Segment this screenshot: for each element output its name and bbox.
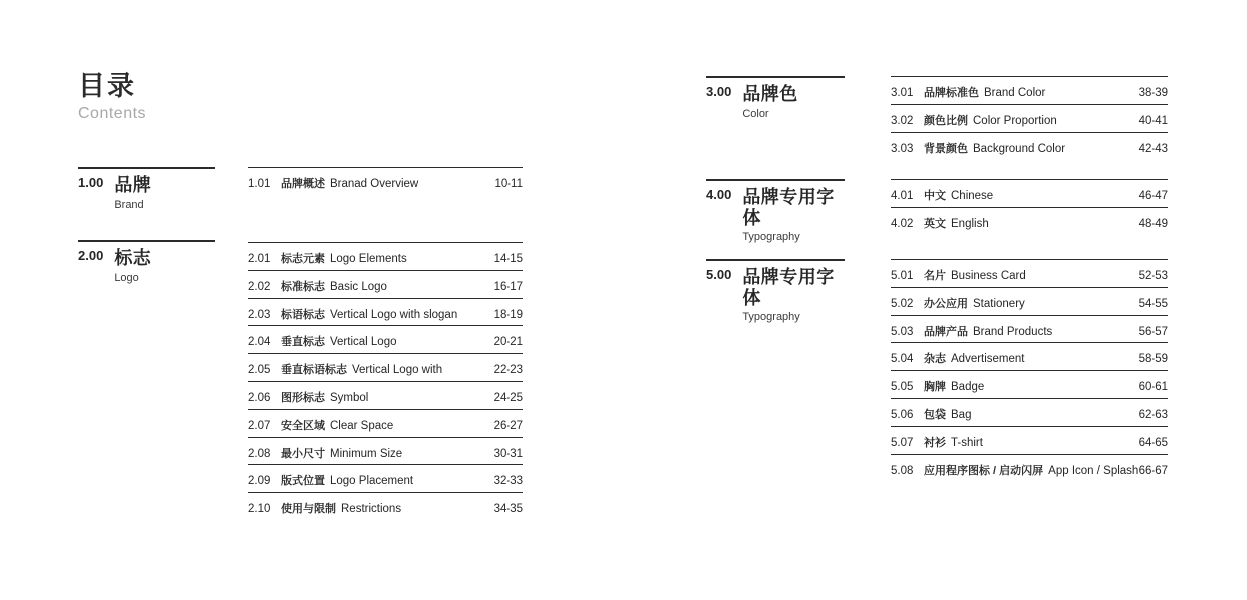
item-pages: 16-17 — [493, 280, 523, 293]
item-pages: 26-27 — [493, 419, 523, 432]
item-title-en: Basic Logo — [330, 280, 387, 293]
item-pages: 32-33 — [493, 475, 523, 488]
item-title-zh: 英文 — [924, 217, 946, 230]
item-title-en: Business Card — [951, 270, 1026, 282]
item-pages: 22-23 — [493, 364, 523, 377]
section-number: 2.00 — [78, 248, 104, 263]
item-title-zh: 应用程序图标 / 启动闪屏 — [924, 464, 1044, 477]
item-title-zh: 背景颜色 — [924, 142, 968, 155]
item-number: 5.05 — [891, 381, 914, 394]
item-title-en: Vertical Logo with — [352, 364, 443, 377]
section-header-typography — [706, 179, 845, 243]
toc-row — [891, 370, 1168, 398]
item-title-zh: 垂直标志 — [281, 336, 325, 349]
item-title-en: Minimum Size — [330, 447, 403, 460]
toc-row — [891, 287, 1168, 315]
item-pages: 54-55 — [1138, 297, 1168, 310]
section-title-zh: 品牌 — [114, 175, 152, 195]
section-number: 3.00 — [706, 84, 732, 99]
item-pages: 18-19 — [493, 308, 523, 321]
section-title-en: Typography — [742, 231, 800, 244]
item-title-en: Logo Placement — [330, 475, 414, 488]
item-number: 2.03 — [248, 308, 271, 321]
item-title-en: English — [951, 217, 989, 230]
item-number: 5.01 — [891, 270, 914, 282]
item-pages: 38-39 — [1138, 87, 1168, 99]
toc-row — [248, 270, 523, 298]
item-title-en: Vertical Logo with slogan — [330, 308, 458, 321]
section-title-en: Logo — [114, 271, 139, 284]
toc-row — [891, 342, 1168, 370]
item-number: 4.01 — [891, 190, 914, 202]
section-titles — [114, 248, 151, 284]
toc-group-applications — [891, 259, 1168, 481]
item-number: 2.08 — [248, 447, 271, 460]
item-title-zh: 版式位置 — [281, 475, 325, 488]
item-number: 2.04 — [248, 336, 271, 349]
item-title-en: Chinese — [951, 190, 994, 202]
toc-row — [248, 437, 523, 465]
item-number: 5.03 — [891, 325, 914, 338]
page-title — [78, 72, 146, 123]
section-number: 5.00 — [706, 267, 732, 282]
item-title-zh: 标志元素 — [281, 253, 325, 265]
section-header-color — [706, 76, 845, 120]
toc-row — [891, 454, 1168, 482]
item-title-zh: 品牌概述 — [281, 178, 325, 190]
toc-row — [248, 492, 523, 520]
item-title-zh: 杂志 — [924, 353, 946, 366]
toc-row — [891, 104, 1168, 132]
section-title-zh: 品牌色 — [742, 84, 798, 104]
item-title-en: Clear Space — [330, 419, 394, 432]
item-pages: 48-49 — [1138, 217, 1168, 230]
item-number: 2.10 — [248, 503, 271, 516]
toc-row — [248, 381, 523, 409]
item-pages: 64-65 — [1138, 436, 1168, 449]
toc-row — [891, 315, 1168, 343]
item-title-en: Brand Products — [973, 325, 1053, 338]
toc-row — [891, 398, 1168, 426]
page-title-en: Contents — [78, 104, 147, 122]
toc-row — [891, 132, 1168, 160]
section-title-zh: 品牌专用字体 — [742, 267, 835, 308]
item-number: 3.03 — [891, 142, 914, 155]
item-number: 4.02 — [891, 217, 914, 230]
item-title-en: T-shirt — [951, 436, 983, 449]
item-title-en: Advertisement — [951, 353, 1025, 366]
toc-group-brand — [248, 167, 523, 195]
item-title-zh: 标语标志 — [281, 308, 325, 321]
item-title-en: Logo Elements — [330, 253, 407, 265]
item-title-en: Background Color — [973, 142, 1066, 155]
section-title-zh: 标志 — [114, 248, 152, 268]
item-title-en: Bag — [951, 408, 972, 421]
item-title-zh: 使用与限制 — [281, 503, 336, 516]
item-pages: 60-61 — [1138, 381, 1168, 394]
toc-row — [248, 242, 523, 270]
toc-group-color — [891, 76, 1168, 159]
item-number: 2.07 — [248, 419, 271, 432]
item-number: 5.02 — [891, 297, 914, 310]
item-pages: 20-21 — [493, 336, 523, 349]
section-number: 1.00 — [78, 175, 104, 190]
item-pages: 14-15 — [493, 253, 523, 265]
item-pages: 10-11 — [494, 178, 523, 190]
section-header-brand — [78, 167, 215, 211]
section-title-en: Color — [742, 107, 769, 120]
item-title-zh: 衬衫 — [924, 436, 946, 449]
item-number: 2.01 — [248, 253, 271, 265]
toc-row — [248, 464, 523, 492]
toc-group-typography — [891, 179, 1168, 235]
item-title-en: Brand Color — [984, 87, 1046, 99]
item-pages: 52-53 — [1138, 270, 1168, 282]
item-title-zh: 品牌产品 — [924, 325, 968, 338]
section-title-en: Brand — [114, 198, 144, 211]
item-title-en: Badge — [951, 381, 985, 394]
item-title-zh: 品牌标准色 — [924, 87, 979, 99]
item-number: 2.02 — [248, 280, 271, 293]
item-number: 3.01 — [891, 87, 914, 99]
item-number: 2.06 — [248, 391, 271, 404]
toc-row — [891, 426, 1168, 454]
section-titles — [114, 175, 151, 211]
item-number: 2.09 — [248, 475, 271, 488]
item-number: 1.01 — [248, 178, 271, 190]
item-title-zh: 图形标志 — [281, 391, 325, 404]
item-title-en: Stationery — [973, 297, 1025, 310]
item-number: 5.08 — [891, 464, 914, 477]
item-title-zh: 办公应用 — [924, 297, 968, 310]
toc-row — [891, 259, 1168, 287]
item-pages: 34-35 — [493, 503, 523, 516]
toc-row — [891, 207, 1168, 235]
toc-row — [248, 298, 523, 326]
section-titles — [742, 267, 845, 323]
item-pages: 30-31 — [493, 447, 523, 460]
item-pages: 56-57 — [1138, 325, 1168, 338]
item-title-en: Vertical Logo — [330, 336, 397, 349]
item-title-en: Branad Overview — [330, 178, 419, 190]
item-title-zh: 包袋 — [924, 408, 946, 421]
item-title-zh: 垂直标语标志 — [281, 364, 347, 377]
toc-row — [248, 353, 523, 381]
item-pages: 58-59 — [1138, 353, 1168, 366]
toc-row — [248, 409, 523, 437]
item-title-zh: 胸牌 — [924, 381, 946, 394]
item-number: 2.05 — [248, 364, 271, 377]
item-pages: 62-63 — [1138, 408, 1168, 421]
item-title-zh: 最小尺寸 — [281, 447, 325, 460]
item-number: 5.07 — [891, 436, 914, 449]
toc-row — [891, 76, 1168, 104]
section-header-logo — [78, 240, 215, 284]
item-number: 3.02 — [891, 114, 914, 127]
item-title-en: Symbol — [330, 391, 369, 404]
toc-row — [248, 167, 523, 195]
item-title-zh: 标准标志 — [281, 280, 325, 293]
section-header-applications — [706, 259, 845, 323]
item-title-zh: 颜色比例 — [924, 114, 968, 127]
section-number: 4.00 — [706, 187, 732, 202]
item-pages: 42-43 — [1138, 142, 1168, 155]
page-title-zh: 目录 — [78, 71, 136, 101]
section-titles — [742, 187, 845, 243]
item-pages: 66-67 — [1138, 464, 1168, 477]
toc-row — [891, 179, 1168, 207]
item-pages: 40-41 — [1138, 114, 1168, 127]
item-title-zh: 中文 — [924, 190, 946, 202]
section-titles — [742, 84, 798, 120]
item-title-en: App Icon / Splash — [1048, 464, 1139, 477]
item-number: 5.06 — [891, 408, 914, 421]
item-pages: 46-47 — [1138, 190, 1168, 202]
item-title-en: Restrictions — [341, 503, 402, 516]
toc-row — [248, 325, 523, 353]
item-title-zh: 名片 — [924, 270, 946, 282]
item-title-en: Color Proportion — [973, 114, 1057, 127]
toc-group-logo — [248, 242, 523, 520]
section-title-zh: 品牌专用字体 — [742, 187, 835, 228]
item-pages: 24-25 — [493, 391, 523, 404]
item-number: 5.04 — [891, 353, 914, 366]
section-title-en: Typography — [742, 311, 800, 324]
item-title-zh: 安全区域 — [281, 419, 325, 432]
